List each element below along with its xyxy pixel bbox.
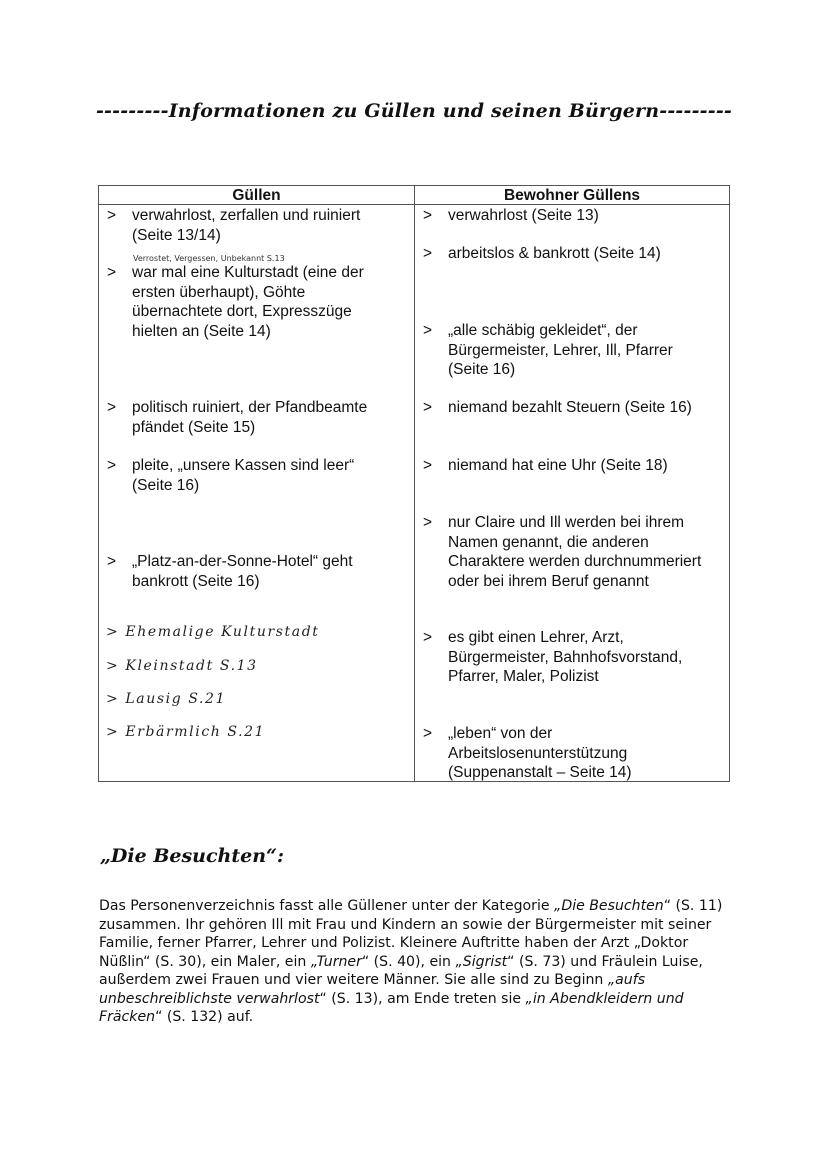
arrow-bullet-icon: > [423,457,433,474]
list-item: > „alle schäbig gekleidet“, der Bürgermeister, Lehrer, Ill, Pfarrer (Seite 16) [423,322,673,378]
handwritten-note: > Lausig S.21 [106,691,227,707]
list-item: > verwahrlost (Seite 13) [423,207,599,224]
arrow-bullet-icon: > [107,399,117,416]
page-title: ---------Informationen zu Güllen und seinen Bürgern--------- [95,100,733,122]
list-item: > es gibt einen Lehrer, Arzt, Bürgermeister, Bahnhofsvorstand, Pfarrer, Maler, Polizist [423,629,683,685]
info-table [98,185,730,782]
arrow-bullet-icon: > [423,629,433,646]
arrow-bullet-icon: > [423,514,433,531]
list-item: > war mal eine Kulturstadt (eine der ersten überhaupt), Göhte übernachtete dort, Expresszüge hielten an (Seite 14) [107,264,364,340]
list-item: > arbeitslos & bankrott (Seite 14) [423,245,661,262]
arrow-bullet-icon: > [107,553,117,570]
list-item: > niemand bezahlt Steuern (Seite 16) [423,399,692,416]
arrow-bullet-icon: > [423,207,433,224]
arrow-bullet-icon: > [423,399,433,416]
list-item: > pleite, „unsere Kassen sind leer“ (Seite 16) [107,457,355,494]
arrow-bullet-icon: > [423,725,433,742]
handwritten-note: > Kleinstadt S.13 [106,658,258,674]
column-header-bewohner: Bewohner Güllens [415,186,730,205]
arrow-bullet-icon: > [107,457,117,474]
handwritten-note: > Ehemalige Kulturstadt [106,624,320,640]
list-item: > verwahrlost, zerfallen und ruiniert (Seite 13/14) [107,207,361,244]
list-item: > niemand hat eine Uhr (Seite 18) [423,457,668,474]
body-paragraph: Das Personenverzeichnis fasst alle Güllener unter der Kategorie „Die Besuchten“ (S. 11) zusammen. Ihr gehören Ill mit Frau und Kindern an sowie der Bürgermeister mit seiner Familie, ferner Pfarrer, Lehrer und Polizist. Kleinere Auftritte haben der Arzt „Doktor Nüßlin“ (S. 30), ein Maler, ein „Turner“ (S. 40), ein „Sigrist“ (S. 73) und Fräulein Luise, außerdem zwei Frauen und vier weitere Männer. Sie alle sind zu Beginn „aufs unbeschreiblichste verwahrlost“ (S. 13), am Ende treten sie „in Abendkleidern und Fräcken“ (S. 132) auf. [99,898,723,1025]
list-item: > nur Claire und Ill werden bei ihrem Namen genannt, die anderen Charaktere werden durchnummeriert oder bei ihrem Beruf genannt [423,514,702,590]
arrow-bullet-icon: > [107,207,117,224]
small-note: Verrostet, Vergessen, Unbekannt S.13 [133,254,285,263]
column-header-guellen: Güllen [99,186,415,205]
handwritten-note: > Erbärmlich S.21 [106,724,266,740]
table-header-row [99,186,730,205]
left-column-cell [99,205,415,782]
list-item: > „leben“ von der Arbeitslosenunterstützung (Suppenanstalt – Seite 14) [423,725,632,781]
arrow-bullet-icon: > [423,322,433,339]
arrow-bullet-icon: > [423,245,433,262]
list-item: > politisch ruiniert, der Pfandbeamte pfändet (Seite 15) [107,399,368,436]
list-item: > „Platz-an-der-Sonne-Hotel“ geht bankrott (Seite 16) [107,553,353,590]
arrow-bullet-icon: > [107,264,117,281]
right-column-cell [415,205,730,782]
section-heading: „Die Besuchten“: [100,845,284,867]
